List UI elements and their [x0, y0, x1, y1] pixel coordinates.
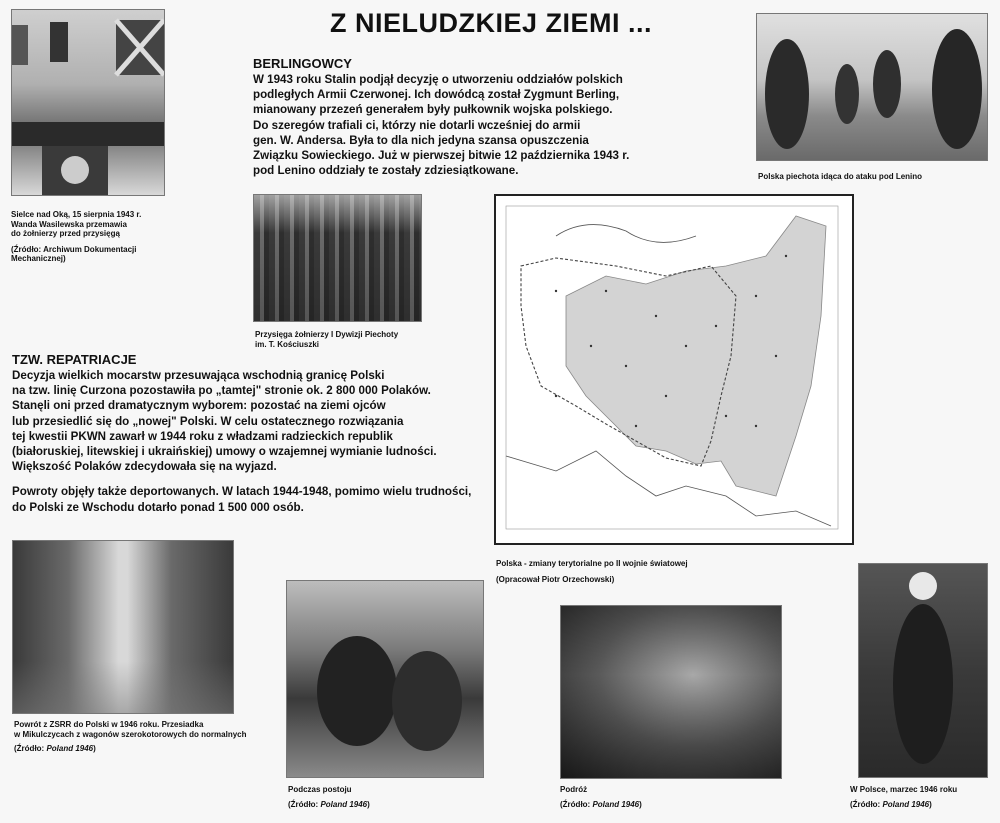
source-title: Poland 1946 — [320, 799, 368, 809]
berlingowcy-line: mianowany przezeń generałem były pułkownik wojska polskiego. — [253, 103, 613, 117]
repatriacje-section — [12, 352, 482, 515]
berlingowcy-line: pod Lenino oddziały te zostały zdziesiątkowane. — [253, 164, 519, 178]
source-title: Poland 1946 — [46, 744, 94, 753]
caption-line: do żołnierzy przed przysięgą — [11, 229, 120, 238]
caption-source — [14, 744, 254, 754]
people-scene — [287, 581, 483, 777]
caption-oath — [255, 330, 455, 349]
berlingowcy-line: W 1943 roku Stalin podjął decyzję o utworzeniu oddziałów polskich — [253, 73, 623, 86]
source-suffix: ) — [367, 799, 370, 809]
caption-map: Polska - zmiany terytorialne po II wojnie światowej — [496, 559, 688, 568]
caption-line: w Mikulczycach z wagonów szerokotorowych do normalnych — [14, 729, 247, 739]
flags-scene — [12, 10, 164, 195]
caption-source — [850, 800, 1000, 810]
repatriacje-line: na tzw. linię Curzona pozostawiła po „tamtej" stronie ok. 2 800 000 Polaków. — [12, 384, 431, 398]
caption-oka — [11, 210, 171, 264]
source-suffix: ) — [929, 799, 932, 809]
caption-source — [288, 800, 488, 810]
repatriacje-line: Większość Polaków zdecydowała się na wyjazd. — [12, 460, 277, 474]
source-title: Poland 1946 — [882, 799, 930, 809]
caption-line: im. T. Kościuszki — [255, 339, 320, 349]
repatriacje-line: do Polski ze Wschodu dotarło ponad 1 500 000 osób. — [12, 500, 304, 514]
photo-stop — [286, 580, 484, 778]
source-suffix: ) — [93, 744, 96, 753]
repatriacje-line: Decyzja wielkich mocarstw przesuwająca wschodnią granicę Polski — [12, 369, 385, 382]
caption-map-source: (Opracował Piotr Orzechowski) — [496, 575, 615, 584]
soldiers-scene — [757, 14, 987, 160]
caption-lenino: Polska piechota idąca do ataku pod Lenino — [758, 172, 923, 181]
caption-source: (Źródło: Archiwum Dokumentacji — [11, 244, 137, 254]
caption-line: Powrót z ZSRR do Polski w 1946 roku. Przesiadka — [14, 720, 204, 729]
berlingowcy-heading: BERLINGOWCY — [253, 56, 352, 71]
child-scene — [859, 564, 987, 777]
caption-journey — [560, 785, 760, 809]
berlingowcy-line: Do szeregów trafiali ci, którzy nie dotarli wcześniej do armii — [253, 118, 581, 132]
photo-journey — [560, 605, 782, 779]
caption-line: W Polsce, marzec 1946 roku — [850, 785, 958, 794]
caption-line: Sielce nad Oką, 15 sierpnia 1943 r. — [11, 210, 142, 219]
map-frame — [494, 194, 854, 545]
caption-line: Przysięga żołnierzy I Dywizji Piechoty — [255, 330, 399, 339]
berlingowcy-line: podległych Armii Czerwonej. Ich dowódcą został Zygmunt Berling, — [253, 88, 620, 102]
repatriacje-line: (białoruskiej, litewskiej i ukraińskiej) umowy o wzajemnej wymianie ludności. — [12, 445, 437, 459]
caption-stop — [288, 785, 488, 809]
caption-source — [560, 800, 760, 810]
repatriacje-line: Powroty objęły także deportowanych. W latach 1944-1948, pomimo wielu trudności, — [12, 485, 472, 499]
source-suffix: ) — [639, 799, 642, 809]
source-prefix: (Źródło: — [14, 744, 47, 753]
caption-line: Wanda Wasilewska przemawia — [11, 219, 127, 229]
photo-oath — [253, 194, 422, 322]
caption-march — [850, 785, 1000, 809]
caption-source: Mechanicznej) — [11, 254, 66, 263]
map-poland-borders — [496, 196, 848, 539]
photo-march-1946 — [858, 563, 988, 778]
photo-oka-speech — [11, 9, 165, 196]
berlingowcy-line: gen. W. Andersa. Była to dla nich jedyna szansa opuszczenia — [253, 133, 589, 147]
repatriacje-line: tej kwestii PKWN zawarł w 1944 roku z władzami radzieckich republik — [12, 429, 393, 443]
photo-lenino-attack — [756, 13, 988, 161]
repatriacje-heading: TZW. REPATRIACJE — [12, 352, 137, 367]
source-prefix: (Źródło: — [850, 799, 883, 809]
source-title: Poland 1946 — [592, 799, 640, 809]
berlingowcy-line: Związku Sowieckiego. Już w pierwszej bitwie 12 października 1943 r. — [253, 149, 630, 163]
caption-line: Podczas postoju — [288, 785, 352, 794]
page-title: Z NIELUDZKIEJ ZIEMI ... — [330, 8, 653, 38]
source-prefix: (Źródło: — [288, 799, 321, 809]
caption-line: Podróż — [560, 785, 588, 794]
source-prefix: (Źródło: — [560, 799, 593, 809]
caption-train — [14, 720, 254, 754]
repatriacje-line: Stanęli oni przed dramatycznym wyborem: pozostać na ziemi ojców — [12, 399, 386, 413]
photo-train-transfer — [12, 540, 234, 714]
berlingowcy-section — [253, 56, 653, 178]
repatriacje-line: lub przesiedlić się do „nowej" Polski. W celu ostatecznego rozwiązania — [12, 414, 404, 428]
